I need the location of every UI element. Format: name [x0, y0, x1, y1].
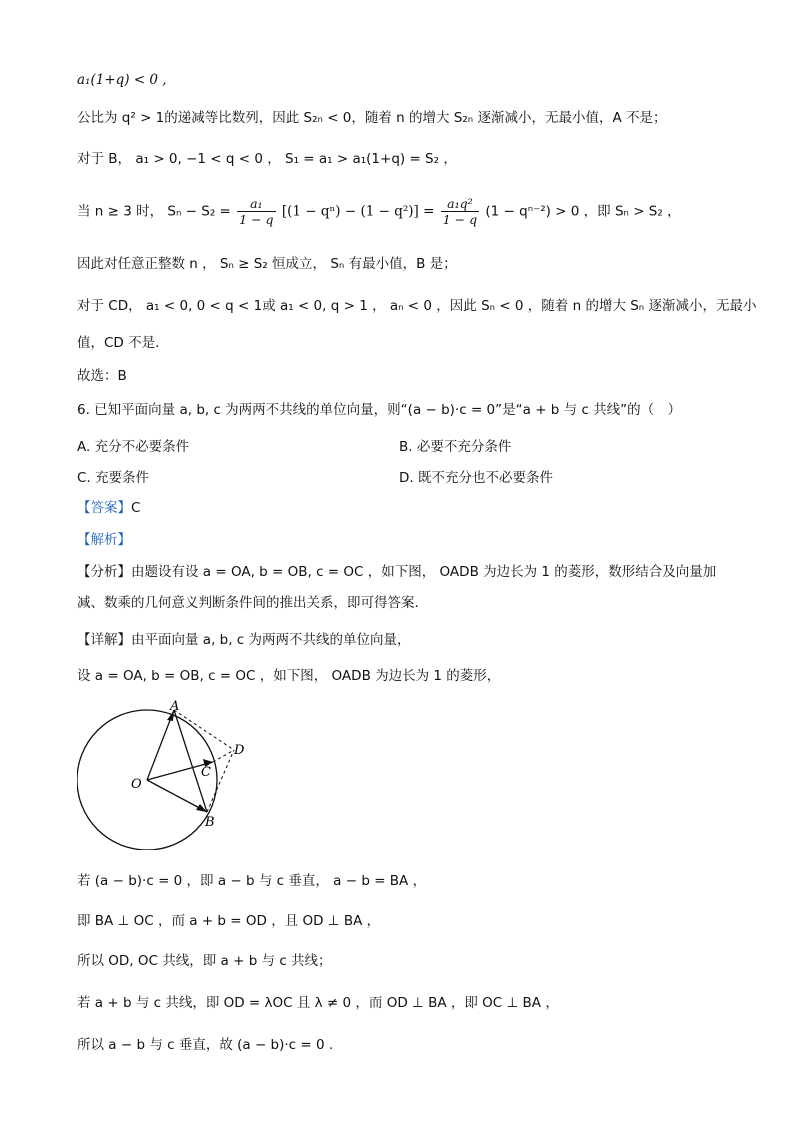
- line-ratio-case-a: 公比为 q² > 1的递减等比数列，因此 S₂ₙ < 0，随着 n 的增大 S₂ₙ 逐渐减小，无最小值，A 不是；: [77, 110, 667, 126]
- question-stem: 6. 已知平面向量 a, b, c 为两两不共线的单位向量，则“(a − b)·c = 0”是“a + b 与 c 共线”的（ ）: [77, 402, 682, 418]
- detail-line-1: [77, 630, 411, 650]
- fraction-a1q2-over-1-q: $\frac{\text{a₁q²}}{1 - q}$: [442, 196, 478, 227]
- analysis-label: 【解析】: [77, 532, 131, 548]
- vector-oa: [147, 710, 174, 780]
- detail-text-1: 由平面向量 a, b, c 为两两不共线的单位向量，: [131, 632, 411, 648]
- fenxi-line-1: [77, 562, 716, 582]
- rhombus-circle-figure: [77, 700, 257, 850]
- option-b: B. 必要不充分条件: [399, 439, 512, 455]
- label-a: A: [170, 700, 180, 714]
- sn-suffix: (1 − qⁿ⁻²) > 0 ，即 Sₙ > S₂ ，: [485, 203, 681, 220]
- line-sn-minus-s2: [77, 196, 681, 227]
- proof-line-2: 即 BA ⊥ OC ，而 a + b = OD ，且 OD ⊥ BA ，: [77, 913, 381, 929]
- answer-value: C: [131, 500, 141, 516]
- line-choose: 故选：B: [77, 368, 127, 384]
- proof-line-1: 若 (a − b)·c = 0 ，即 a − b 与 c 垂直， a − b = BA ，: [77, 873, 427, 889]
- sn-middle: [(1 − qⁿ) − (1 − q²)] =: [281, 203, 435, 220]
- label-d: D: [234, 743, 245, 758]
- proof-line-5: 所以 a − b 与 c 垂直，故 (a − b)·c = 0 .: [77, 1037, 334, 1053]
- fenxi-text-1: 由题设有设 a = OA, b = OB, c = OC ，如下图， OADB 为边长为 1 的菱形，数形结合及向量加: [131, 564, 717, 580]
- answer-line: [77, 498, 140, 518]
- proof-line-4: 若 a + b 与 c 共线，即 OD = λOC 且 λ ≠ 0 ，而 OD ⊥ BA ，即 OC ⊥ BA ，: [77, 995, 559, 1011]
- fenxi-line-2: 减、数乘的几何意义判断条件间的推出关系，即可得答案.: [77, 595, 419, 611]
- option-d: D. 既不充分也不必要条件: [399, 470, 553, 486]
- option-a: A. 充分不必要条件: [77, 439, 190, 455]
- answer-label: 【答案】: [77, 500, 131, 516]
- label-o: O: [131, 777, 142, 792]
- line-cd-not: 值，CD 不是.: [77, 335, 160, 351]
- sn-prefix: 当 n ≥ 3 时， Sₙ − S₂ =: [77, 203, 231, 220]
- line-inequality: a₁(1+q) < 0 ,: [77, 72, 167, 88]
- label-b: B: [205, 815, 215, 830]
- fenxi-label: 【分析】: [77, 564, 131, 580]
- line-case-cd: 对于 CD， a₁ < 0, 0 < q < 1或 a₁ < 0, q > 1 ， aₙ < 0 ，因此 Sₙ < 0 ，随着 n 的增大 Sₙ 逐渐减小，无最小: [77, 298, 757, 314]
- option-c: C. 充要条件: [77, 470, 150, 486]
- segment-bd-dashed: [207, 750, 234, 812]
- line-case-b: 对于 B， a₁ > 0, −1 < q < 0 ， S₁ = a₁ > a₁(1+q) = S₂ ，: [77, 151, 457, 167]
- proof-line-3: 所以 OD, OC 共线，即 a + b 与 c 共线；: [77, 953, 332, 969]
- label-c: C: [201, 765, 211, 780]
- line-min-value-b: 因此对任意正整数 n ， Sₙ ≥ S₂ 恒成立， Sₙ 有最小值，B 是；: [77, 256, 457, 272]
- segment-ad-dashed: [174, 710, 234, 750]
- fraction-a1-over-1-q: $\frac{\text{a₁}}{1 - q}$: [239, 196, 274, 227]
- detail-label: 【详解】: [77, 632, 131, 648]
- detail-line-2: 设 a = OA, b = OB, c = OC ，如下图， OADB 为边长为 1 的菱形，: [77, 668, 501, 684]
